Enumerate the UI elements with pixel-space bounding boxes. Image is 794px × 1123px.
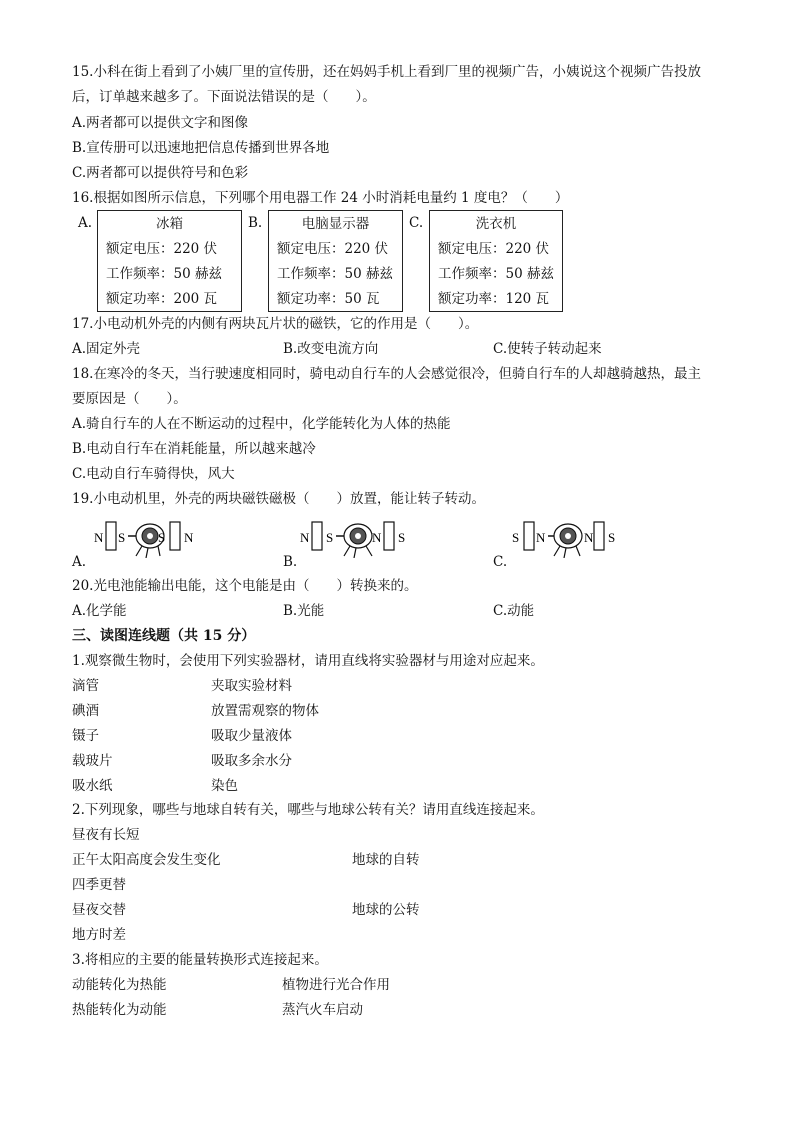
q19-stem: 19.小电动机里，外壳的两块磁铁磁极（ ）放置，能让转子转动。 <box>72 491 485 507</box>
q15-stem-line2: 后，订单越来越多了。下面说法错误的是（ ）。 <box>72 89 376 105</box>
q15-option-a: A.两者都可以提供文字和图像 <box>72 115 249 131</box>
p2-left-item: 四季更替 <box>72 877 126 893</box>
q16-label-c: C. <box>409 215 424 231</box>
p1-left-item: 滴管 <box>72 678 99 694</box>
p1-stem: 1.观察微生物时，会使用下列实验器材，请用直线将实验器材与用途对应起来。 <box>72 653 544 669</box>
p1-right-item: 放置需观察的物体 <box>211 703 319 719</box>
motor-diagram-c <box>508 514 628 558</box>
appliance-power: 额定功率：50 瓦 <box>277 291 380 307</box>
q20-option-a: A.化学能 <box>72 603 127 619</box>
p2-left-item: 正午太阳高度会发生变化 <box>72 852 221 868</box>
p2-left-item: 昼夜有长短 <box>72 827 140 843</box>
pole-label: N <box>300 530 310 545</box>
p2-left-item: 昼夜交替 <box>72 902 126 918</box>
q18-option-c: C.电动自行车骑得快，风大 <box>72 466 235 482</box>
q17-option-a: A.固定外壳 <box>72 341 141 357</box>
appliance-card-fridge <box>97 210 242 312</box>
appliance-card-washer <box>429 210 563 312</box>
p2-left-item: 地方时差 <box>72 927 126 943</box>
appliance-name: 冰箱 <box>156 216 183 232</box>
magnet-left <box>106 522 116 550</box>
magnet-right <box>594 522 604 550</box>
motor-diagram-a <box>88 514 208 558</box>
q19-option-b-label: B. <box>283 554 298 570</box>
motor-diagram-b <box>298 514 418 558</box>
appliance-frequency: 工作频率：50 赫兹 <box>277 266 393 282</box>
pole-label: S <box>118 530 126 545</box>
pole-label: S <box>158 530 166 545</box>
rotor-icon <box>548 524 582 558</box>
magnet-left <box>312 522 322 550</box>
p2-right-item: 地球的自转 <box>352 852 420 868</box>
p3-left-item: 动能转化为热能 <box>72 977 167 993</box>
p1-right-item: 吸取少量液体 <box>211 728 292 744</box>
appliance-name: 洗衣机 <box>475 216 517 232</box>
section-title: 三、读图连线题（共 15 分） <box>72 628 256 644</box>
p3-left-item: 热能转化为动能 <box>72 1002 167 1018</box>
q16-label-a: A. <box>78 215 93 231</box>
appliance-frequency: 工作频率：50 赫兹 <box>106 266 222 282</box>
p1-left-item: 碘酒 <box>72 703 99 719</box>
p1-right-item: 染色 <box>211 778 238 794</box>
q16-label-b: B. <box>248 215 263 231</box>
p1-left-item: 吸水纸 <box>72 778 113 794</box>
pole-label: N <box>372 530 382 545</box>
q19-option-c-label: C. <box>493 554 508 570</box>
q18-option-a: A.骑自行车的人在不断运动的过程中，化学能转化为人体的热能 <box>72 416 451 432</box>
q20-option-c: C.动能 <box>493 603 535 619</box>
p3-right-item: 蒸汽火车启动 <box>282 1002 363 1018</box>
appliance-frequency: 工作频率：50 赫兹 <box>438 266 554 282</box>
q16-stem: 16.根据如图所示信息，下列哪个用电器工作 24 小时消耗电量约 1 度电？（ ） <box>72 190 569 206</box>
rotor-icon <box>336 524 372 558</box>
magnet-left <box>524 522 534 550</box>
appliance-voltage: 额定电压：220 伏 <box>438 241 550 257</box>
appliance-name: 电脑显示器 <box>301 216 370 232</box>
p3-right-item: 植物进行光合作用 <box>282 977 390 993</box>
q19-option-a-label: A. <box>72 554 87 570</box>
q17-stem: 17.小电动机外壳的内侧有两块瓦片状的磁铁，它的作用是（ ）。 <box>72 316 479 332</box>
appliance-voltage: 额定电压：220 伏 <box>277 241 389 257</box>
magnet-right <box>170 522 180 550</box>
q18-stem-line2: 要原因是（ ）。 <box>72 391 187 407</box>
p2-right-item: 地球的公转 <box>352 902 420 918</box>
pole-label: N <box>94 530 104 545</box>
p1-right-item: 吸取多余水分 <box>211 753 292 769</box>
p1-left-item: 载玻片 <box>72 753 113 769</box>
pole-label: S <box>326 530 334 545</box>
q18-stem-line1: 18.在寒冷的冬天，当行驶速度相同时，骑电动自行车的人会感觉很冷，但骑自行车的人却越骑越热，最主 <box>72 366 701 382</box>
pole-label: N <box>584 530 594 545</box>
pole-label: S <box>512 530 520 545</box>
p1-left-item: 镊子 <box>72 728 99 744</box>
magnet-right <box>384 522 394 550</box>
q20-option-b: B.光能 <box>283 603 325 619</box>
q18-option-b: B.电动自行车在消耗能量，所以越来越冷 <box>72 441 316 457</box>
appliance-voltage: 额定电压：220 伏 <box>106 241 218 257</box>
p3-stem: 3.将相应的主要的能量转换形式连接起来。 <box>72 952 328 968</box>
pole-label: N <box>536 530 546 545</box>
pole-label: S <box>398 530 406 545</box>
appliance-power: 额定功率：200 瓦 <box>106 291 218 307</box>
q17-option-c: C.使转子转动起来 <box>493 341 602 357</box>
q20-stem: 20.光电池能输出电能，这个电能是由（ ）转换来的。 <box>72 578 418 594</box>
pole-label: N <box>184 530 194 545</box>
q15-option-c: C.两者都可以提供符号和色彩 <box>72 165 249 181</box>
appliance-card-monitor <box>268 210 403 312</box>
q15-option-b: B.宣传册可以迅速地把信息传播到世界各地 <box>72 140 330 156</box>
p2-stem: 2.下列现象，哪些与地球自转有关，哪些与地球公转有关？请用直线连接起来。 <box>72 802 544 818</box>
q17-option-b: B.改变电流方向 <box>283 341 379 357</box>
appliance-power: 额定功率：120 瓦 <box>438 291 550 307</box>
q15-stem-line1: 15.小科在街上看到了小姨厂里的宣传册，还在妈妈手机上看到厂里的视频广告，小姨说这个视频广告投放 <box>72 64 701 80</box>
p1-right-item: 夹取实验材料 <box>211 678 292 694</box>
pole-label: S <box>608 530 616 545</box>
